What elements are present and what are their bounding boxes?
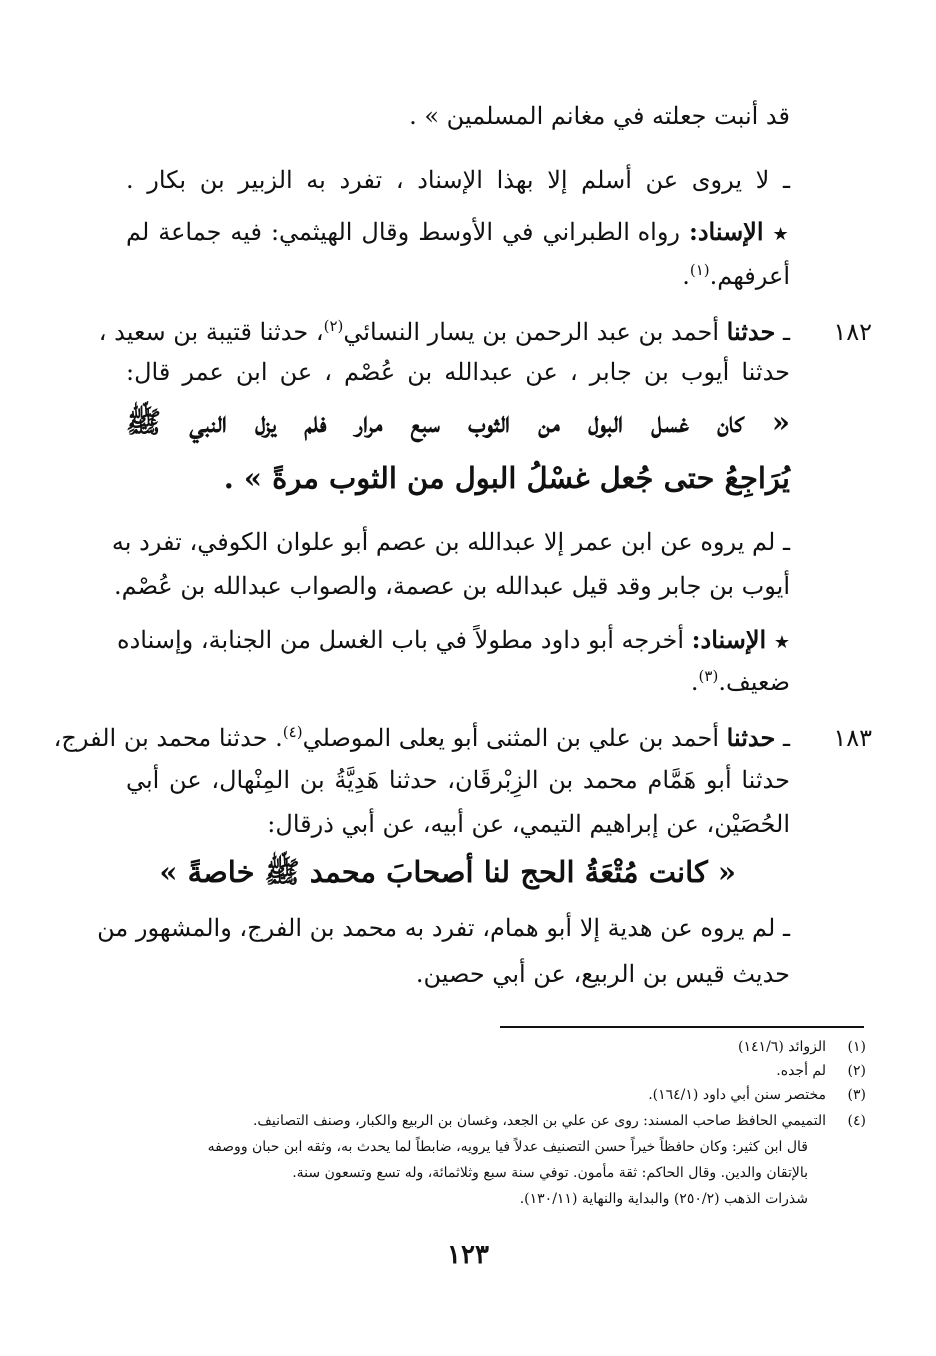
page-number: ١٢٣ — [447, 1240, 489, 1270]
footnote-3: (٣)مختصر سنن أبي داود (١٦٤/١). — [648, 1087, 866, 1103]
text-line-6: حدثنا أيوب بن جابر ، عن عبدالله بن عُصْم ، عن ابن عمر قال: — [126, 358, 790, 386]
text-line-15: حديث قيس بن الربيع، عن أبي حصين. — [415, 960, 790, 988]
hadith-number-183: ١٨٣ — [833, 724, 872, 752]
footnote-2: (٢)لم أجده. — [776, 1063, 866, 1079]
text-line-2: ـ لا يروى عن أسلم إلا بهذا الإسناد ، تفرد به الزبير بن بكار . — [126, 166, 790, 194]
hadith-text-1: « كان غسل البول من الثوب سبع مرار فلم يزل النبي ﷺ — [126, 405, 790, 439]
hadith-number-182: ١٨٢ — [833, 318, 872, 346]
text-line-8: أيوب بن جابر وقد قيل عبدالله بن عصمة، والصواب عبدالله بن عُصْم. — [113, 572, 790, 600]
star-icon: ★ — [772, 224, 790, 245]
footnote-4: (٤)التميمي الحافظ صاحب المسند: روى عن علي بن الجعد، وغسان بن الربيع والكبار، وصنف التصانيف. — [252, 1113, 866, 1129]
star-icon: ★ — [773, 632, 790, 653]
haddathana-label: حدثنا — [726, 317, 776, 346]
text-line-5: ـ حدثنا أحمد بن عبد الرحمن بن يسار النسائي$^{(٢)}$، حدثنا قتيبة بن سعيد ، — [98, 317, 790, 346]
footnote-ref-2[interactable]: (٢) — [323, 317, 344, 335]
text-line-7: ـ لم يروه عن ابن عمر إلا عبدالله بن عصم أبو علوان الكوفي، تفرد به — [111, 528, 790, 556]
footnote-ref-4[interactable]: (٤) — [282, 723, 303, 741]
text-line-14: ـ لم يروه عن هدية إلا أبو همام، تفرد به محمد بن الفرج، والمشهور من — [97, 914, 790, 942]
haddathana-label: حدثنا — [726, 723, 776, 752]
text-line-3: ★ الإسناد: رواه الطبراني في الأوسط وقال الهيثمي: فيه جماعة لم — [126, 217, 790, 246]
footnote-1: (١)الزوائد (١٤١/٦) — [738, 1039, 866, 1055]
text-line-4: أعرفهم.$^{(١)}$. — [682, 261, 790, 290]
hadith-text-3: « كانت مُتْعَةُ الحج لنا أصحابَ محمد ﷺ خاصةً » — [159, 855, 736, 889]
footnote-ref-1[interactable]: (١) — [689, 261, 710, 279]
text-line-9: ★ الإسناد: أخرجه أبو داود مطولاً في باب الغسل من الجنابة، وإسناده — [117, 625, 790, 654]
footnote-4-cont-1: قال ابن كثير: وكان حافظاً خيراً حسن التصنيف عدلاً فيا يرويه، ضابطاً لما يحدث به، وثقه ابن حبان ووصفه — [207, 1139, 808, 1155]
text-line-11: ـ حدثنا أحمد بن علي بن المثنى أبو يعلى الموصلي$^{(٤)}$. حدثنا محمد بن الفرج، — [53, 723, 790, 752]
footnote-4-cont-2: بالإتقان والدين. وقال الحاكم: ثقة مأمون. توفي سنة سبع وثلاثمائة، وله تسع وتسعون سنة. — [292, 1165, 808, 1181]
text-line-10: ضعيف.$^{(٣)}$. — [690, 667, 790, 696]
isnad-label: الإسناد: — [688, 217, 764, 246]
footnote-divider — [500, 1026, 864, 1028]
text-line-12: حدثنا أبو هَمَّام محمد بن الزِبْرقَان، حدثنا هَدِيَّةُ بن المِنْهال، عن أبي — [126, 766, 790, 794]
text-line-1: قد أنبت جعلته في مغانم المسلمين » . — [409, 102, 790, 130]
isnad-label: الإسناد: — [691, 625, 767, 654]
text-line-13: الحُصَيْن، عن إبراهيم التيمي، عن أبيه، عن أبي ذرقال: — [267, 810, 790, 838]
footnote-ref-3[interactable]: (٣) — [698, 667, 719, 685]
hadith-text-2: يُرَاجِعُ حتى جُعل غسْلُ البول من الثوب مرةً » . — [223, 461, 790, 495]
footnote-4-cont-3: شذرات الذهب (٢٥٠/٢) والبداية والنهاية (١٣٠/١١). — [519, 1191, 808, 1207]
